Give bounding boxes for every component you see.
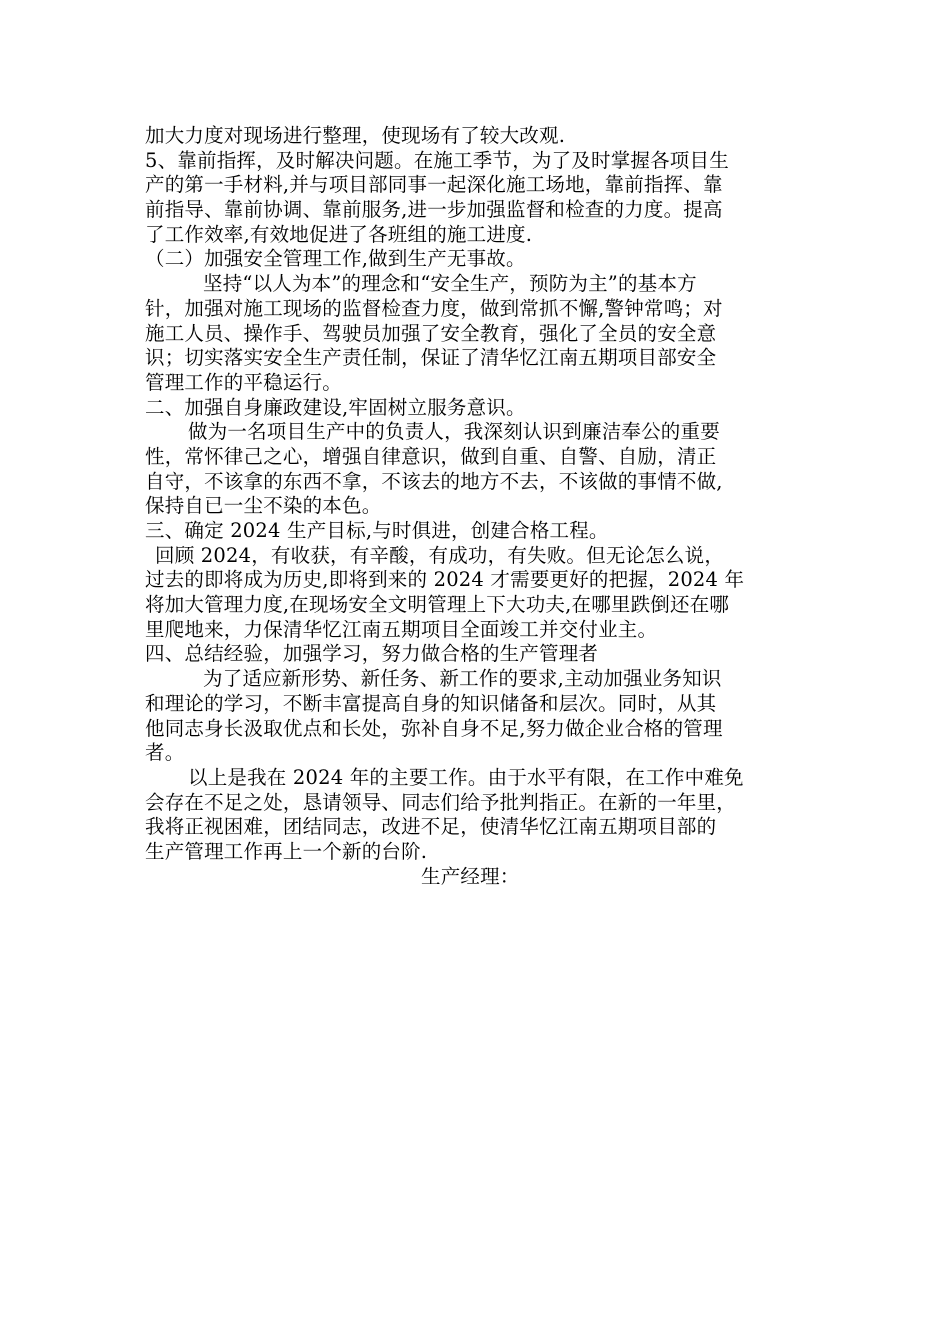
signature-label: 生产经理： [421,864,520,888]
text-line: 者。 [145,741,185,765]
text-line: 他同志身长汲取优点和长处，弥补自身不足,努力做企业合格的管理 [145,716,723,740]
text-line: 施工人员、操作手、驾驶员加强了安全教育，强化了全员的安全意 [145,321,717,345]
text-line: 会存在不足之处，恳请领导、同志们给予批判指正。在新的一年里， [145,790,737,814]
text-line: 过去的即将成为历史,即将到来的 2024 才需要更好的把握，2024 年 [145,568,745,592]
text-line: 和理论的学习，不断丰富提高自身的知识储备和层次。同时，从其 [145,691,717,715]
document-body [145,124,813,889]
paragraph-first-line: 回顾 2024，有收获，有辛酸，有成功，有失败。但无论怎么说， [155,543,725,567]
paragraph-first-line: 做为一名项目生产中的负责人，我深刻认识到廉洁奉公的重要 [188,420,720,444]
text-line: 识；切实落实安全生产责任制，保证了清华忆江南五期项目部安全 [145,346,717,370]
section-heading: 四、总结经验，加强学习，努力做合格的生产管理者 [145,642,599,666]
section-heading: （二）加强安全管理工作,做到生产无事故。 [145,247,526,271]
section-heading: 三、确定 2024 生产目标,与时俱进，创建合格工程。 [145,519,609,542]
text-line: 保持自已一尘不染的本色。 [145,494,382,518]
text-line: 性，常怀律己之心，增强自律意识，做到自重、自警、自励，清正 [145,444,717,468]
text-line: 针，加强对施工现场的监督检查力度，做到常抓不懈,警钟常鸣；对 [145,296,723,320]
paragraph-first-line: 坚持“以人为本”的理念和“安全生产，预防为主”的基本方 [203,272,697,296]
text-line: 将加大管理力度,在现场安全文明管理上下大功夫,在哪里跌倒还在哪 [145,593,730,617]
paragraph-first-line: 以上是我在 2024 年的主要工作。由于水平有限，在工作中难免 [188,765,744,789]
section-heading: 二、加强自身廉政建设,牢固树立服务意识。 [145,395,526,419]
text-line: 我将正视困难，团结同志，改进不足，使清华忆江南五期项目部的 [145,815,717,839]
text-line: 管理工作的平稳运行。 [145,370,343,394]
text-line: 加大力度对现场进行整理，使现场有了较大改观. [145,124,566,147]
text-line: 自守，不该拿的东西不拿，不该去的地方不去，不该做的事情不做, [145,469,723,493]
text-line: 里爬地来，力保清华忆江南五期项目全面竣工并交付业主。 [145,617,658,641]
text-line: 生产管理工作再上一个新的台阶. [145,839,428,863]
text-line: 产的第一手材料,并与项目部同事一起深化施工场地，靠前指挥、靠 [145,173,723,197]
text-line: 5、靠前指挥，及时解决问题。在施工季节，为了及时掌握各项目生 [145,148,729,172]
paragraph-first-line: 为了适应新形势、新任务、新工作的要求,主动加强业务知识 [203,667,722,691]
text-line: 了工作效率,有效地促进了各班组的施工进度. [145,222,533,246]
text-line: 前指导、靠前协调、靠前服务,进一步加强监督和检查的力度。提高 [145,198,723,222]
